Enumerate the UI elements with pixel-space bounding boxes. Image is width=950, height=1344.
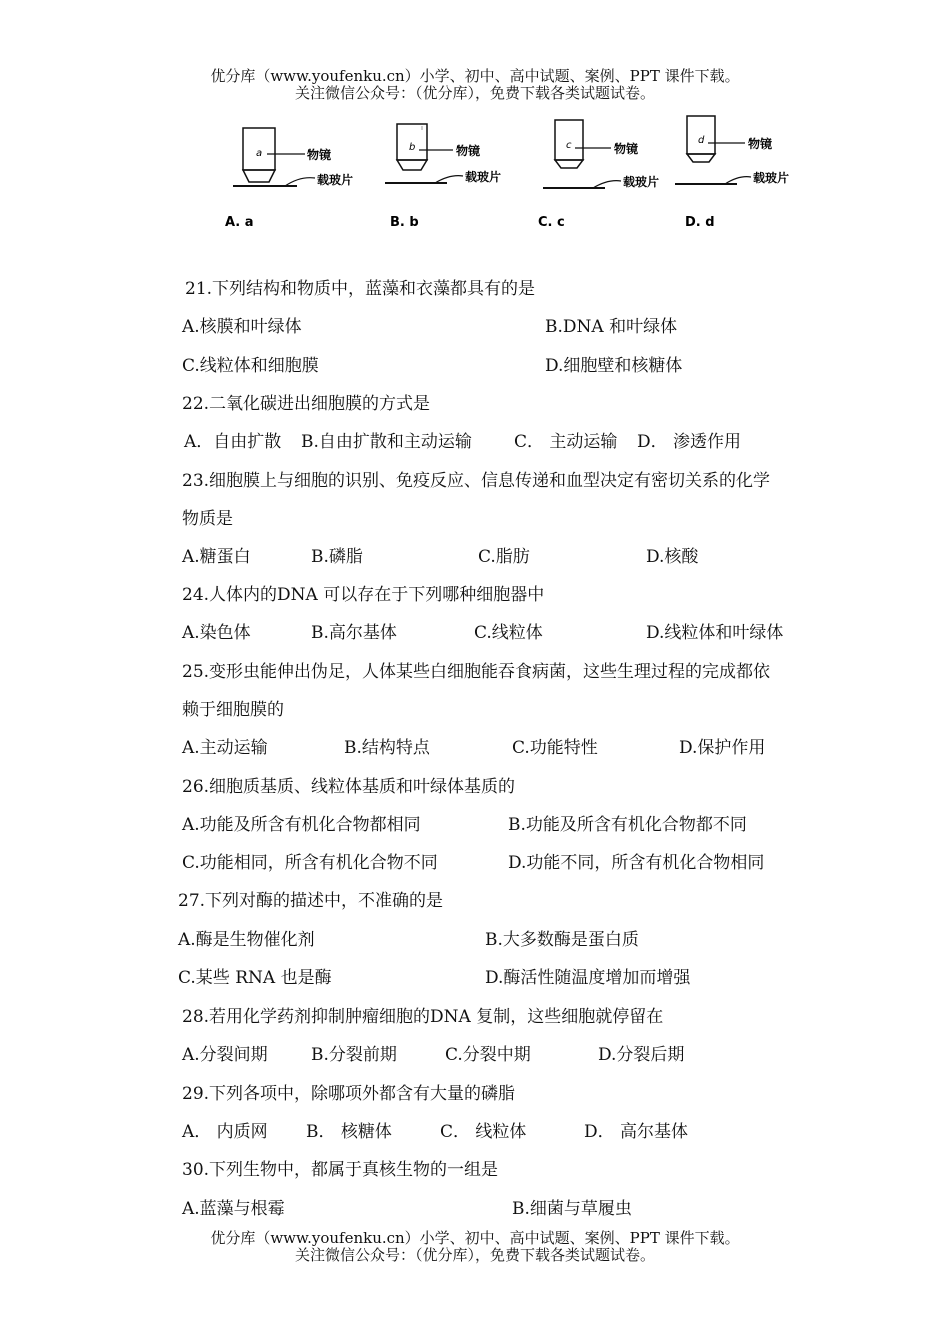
question-23-stem-line-1: 23.细胞膜上与细胞的识别、免疫反应、信息传递和血型决定有密切关系的化学 xyxy=(182,471,771,491)
caption-b: B. b xyxy=(390,215,419,230)
question-22-option-b: B.自由扩散和主动运输 xyxy=(301,432,472,452)
question-22-stem: 22.二氧化碳进出细胞膜的方式是 xyxy=(182,394,431,414)
question-22-option-d: D． 渗透作用 xyxy=(637,432,742,452)
microscope-objective-figure xyxy=(225,108,795,248)
question-23-stem-line-2: 物质是 xyxy=(182,509,233,529)
objective-diagram-b xyxy=(385,124,501,230)
question-21-option-a: A.核膜和叶绿体 xyxy=(182,317,302,337)
header-line-1: 优分库（www.youfenku.cn）小学、初中、高中试题、案例、PPT 课件下载。 xyxy=(210,67,740,85)
question-23-option-d: D.核酸 xyxy=(646,547,699,567)
question-29-option-d: D． 高尔基体 xyxy=(584,1122,689,1142)
question-25-option-b: B.结构特点 xyxy=(344,738,430,758)
question-25-option-d: D.保护作用 xyxy=(679,738,766,758)
objective-letter-a: a xyxy=(256,148,263,159)
question-29-option-c: C． 线粒体 xyxy=(440,1122,527,1142)
figure-svg xyxy=(225,108,795,248)
objective-letter-d: d xyxy=(698,135,705,146)
question-25-option-a: A.主动运输 xyxy=(182,738,268,758)
caption-d: D. d xyxy=(685,215,715,230)
question-28-stem: 28.若用化学药剂抑制肿瘤细胞的DNA 复制，这些细胞就停留在 xyxy=(182,1007,664,1027)
question-23-option-a: A.糖蛋白 xyxy=(182,547,251,567)
question-27-option-c: C.某些 RNA 也是酶 xyxy=(178,968,332,988)
slide-label-c: 载玻片 xyxy=(623,175,660,189)
question-28-option-d: D.分裂后期 xyxy=(598,1045,685,1065)
question-25-option-c: C.功能特性 xyxy=(512,738,598,758)
question-30-stem: 30.下列生物中，都属于真核生物的一组是 xyxy=(182,1160,499,1180)
question-26-stem: 26.细胞质基质、线粒体基质和叶绿体基质的 xyxy=(182,777,516,797)
question-23-option-c: C.脂肪 xyxy=(478,547,530,567)
question-21-option-b: B.DNA 和叶绿体 xyxy=(545,317,678,337)
slide-label-d: 载玻片 xyxy=(753,171,790,185)
objective-letter-c: c xyxy=(566,140,572,151)
caption-c: C. c xyxy=(538,215,565,230)
header-line-2: 关注微信公众号：（优分库），免费下载各类试题试卷。 xyxy=(294,84,655,102)
question-24-option-d: D.线粒体和叶绿体 xyxy=(646,623,784,643)
question-24-option-b: B.高尔基体 xyxy=(311,623,397,643)
question-27-option-b: B.大多数酶是蛋白质 xyxy=(485,930,639,950)
question-28-option-b: B.分裂前期 xyxy=(311,1045,397,1065)
question-21-option-d: D.细胞壁和核糖体 xyxy=(545,356,683,376)
question-25-stem-line-1: 25.变形虫能伸出伪足，人体某些白细胞能吞食病菌，这些生理过程的完成都依 xyxy=(182,662,771,682)
question-21-option-c: C.线粒体和细胞膜 xyxy=(182,356,319,376)
objective-label-a: 物镜 xyxy=(307,148,332,162)
question-22-option-c: C． 主动运输 xyxy=(514,432,618,452)
objective-diagram-c xyxy=(538,120,659,230)
objective-label-b: 物镜 xyxy=(456,144,481,158)
caption-a: A. a xyxy=(225,215,254,230)
question-26-option-a: A.功能及所含有机化合物都相同 xyxy=(182,815,421,835)
question-22-option-a: A．自由扩散 xyxy=(184,432,282,452)
question-27-stem: 27.下列对酶的描述中，不准确的是 xyxy=(178,891,444,911)
footer-line-2: 关注微信公众号：（优分库），免费下载各类试题试卷。 xyxy=(294,1246,655,1264)
question-29-option-a: A． 内质网 xyxy=(182,1122,268,1142)
question-26-option-b: B.功能及所含有机化合物都不同 xyxy=(508,815,747,835)
question-26-option-d: D.功能不同，所含有机化合物相同 xyxy=(508,853,765,873)
question-26-option-c: C.功能相同，所含有机化合物不同 xyxy=(182,853,438,873)
question-28-option-a: A.分裂间期 xyxy=(182,1045,268,1065)
objective-label-d: 物镜 xyxy=(748,137,773,151)
objective-diagram-a xyxy=(225,128,353,230)
question-25-stem-line-2: 赖于细胞膜的 xyxy=(182,700,284,720)
question-27-option-d: D.酶活性随温度增加而增强 xyxy=(485,968,691,988)
slide-label-a: 载玻片 xyxy=(317,173,354,187)
question-30-option-b: B.细菌与草履虫 xyxy=(512,1199,632,1219)
objective-label-c: 物镜 xyxy=(614,142,639,156)
question-24-option-a: A.染色体 xyxy=(182,623,251,643)
question-27-option-a: A.酶是生物催化剂 xyxy=(178,930,315,950)
page-footer xyxy=(0,1230,950,1264)
question-23-option-b: B.磷脂 xyxy=(311,547,363,567)
question-21-stem: 21.下列结构和物质中，蓝藻和衣藻都具有的是 xyxy=(185,279,536,299)
question-29-stem: 29.下列各项中，除哪项外都含有大量的磷脂 xyxy=(182,1084,516,1104)
question-24-stem: 24.人体内的DNA 可以存在于下列哪种细胞器中 xyxy=(182,585,545,605)
objective-diagram-d xyxy=(675,116,789,230)
question-30-option-a: A.蓝藻与根霉 xyxy=(182,1199,285,1219)
question-28-option-c: C.分裂中期 xyxy=(445,1045,531,1065)
page-header xyxy=(0,68,950,102)
footer-line-1: 优分库（www.youfenku.cn）小学、初中、高中试题、案例、PPT 课件下载。 xyxy=(210,1229,740,1247)
question-29-option-b: B． 核糖体 xyxy=(306,1122,392,1142)
slide-label-b: 载玻片 xyxy=(465,170,502,184)
objective-letter-b: b xyxy=(409,142,416,153)
question-24-option-c: C.线粒体 xyxy=(474,623,543,643)
